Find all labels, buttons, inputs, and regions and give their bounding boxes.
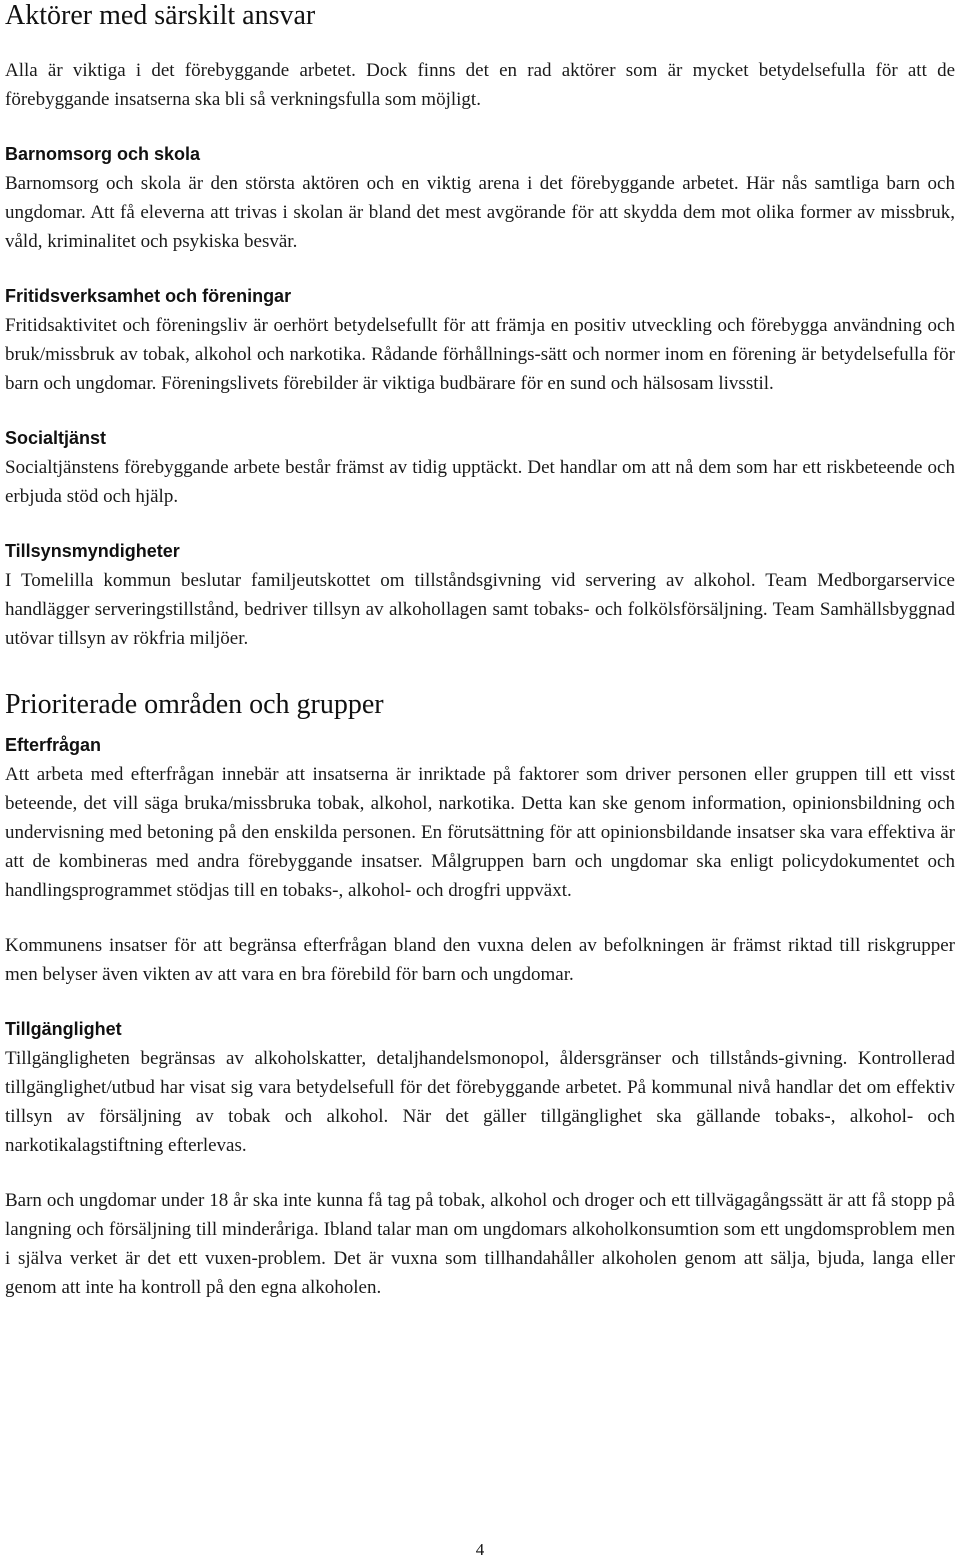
section-title-tillganglighet: Tillgänglighet xyxy=(5,1019,122,1039)
efterfragan-paragraph-2: Kommunens insatser för att begränsa efterfrågan bland den vuxna delen av befolkningen är främst riktad till riskgrupper men belyser även vikten av att vara en bra förebild för barn och ungdomar. xyxy=(5,935,955,985)
tillganglighet-paragraph-1: Tillgängligheten begränsas av alkoholskatter, detaljhandelsmonopol, åldersgränser och tillstånds-givning. Kontrollerad tillgänglighet/utbud har visat sig vara betydelsefull för det förebyggande arbetet. På kommunal nivå handlar det om effektiv tillsyn av försäljning av tobak och alkohol. När det gäller tillgänglighet ska gällande tobaks-, alkohol- och narkotikalagstiftning efterlevas. xyxy=(5,1048,955,1156)
section-title-barnomsorg: Barnomsorg och skola xyxy=(5,144,201,164)
section-title-fritid: Fritidsverksamhet och föreningar xyxy=(5,286,292,306)
efterfragan-paragraph-1: Att arbeta med efterfrågan innebär att insatserna är inriktade på faktorer som driver personen eller gruppen till ett visst beteende, det vill säga bruka/missbruka tobak, alkohol, narkotika. Detta kan ske genom information, opinionsbildning och undervisning med betoning på den enskilda personen. En förutsättning för att opinionsbildande insatser ska vara effektiva är att de kombineras med andra förebyggande insatser. Målgruppen barn och ungdomar ska enligt policydokumentet och handlingsprogrammet stödjas till en tobaks-, alkohol- och drogfri uppväxt. xyxy=(5,764,955,901)
section-text-fritid: Fritidsaktivitet och föreningsliv är oerhört betydelsefullt för att främja en positiv utveckling och förebygga användning och bruk/missbruk av tobak, alkohol och narkotika. Rådande förhållnings-sätt och normer inom en förening är betydelsefulla för barn och ungdomar. Föreningslivets förebilder är viktiga budbärare för en sund och hälsosam livsstil. xyxy=(5,315,955,394)
heading-prioriterade: Prioriterade områden och grupper xyxy=(5,689,384,720)
section-text-tillsyn: I Tomelilla kommun beslutar familjeutskottet om tillståndsgivning vid servering av alkohol. Team Medborgarservice handlägger serveringstillstånd, bedriver tillsyn av alkohollagen samt tobaks- och folkölsförsäljning. Team Samhällsbyggnad utövar tillsyn av rökfria miljöer. xyxy=(5,570,955,649)
intro-paragraph: Alla är viktiga i det förebyggande arbetet. Dock finns det en rad aktörer som är mycket betydelsefulla för att de förebyggande insatserna ska bli så verkningsfulla som möjligt. xyxy=(5,60,955,110)
section-text-barnomsorg: Barnomsorg och skola är den största aktören och en viktig arena i det förebyggande arbetet. Här nås samtliga barn och ungdomar. Att få eleverna att trivas i skolan är bland det mest avgörande för att skydda dem mot olika former av missbruk, våld, kriminalitet och psykiska besvär. xyxy=(5,173,955,252)
section-title-efterfragan: Efterfrågan xyxy=(5,735,102,755)
page-number: 4 xyxy=(475,1540,485,1559)
section-text-socialtjanst: Socialtjänstens förebyggande arbete består främst av tidig upptäckt. Det handlar om att nå dem som har ett riskbeteende och erbjuda stöd och hjälp. xyxy=(5,457,955,507)
document-page xyxy=(5,0,955,1302)
heading-aktorer: Aktörer med särskilt ansvar xyxy=(5,0,316,31)
section-title-socialtjanst: Socialtjänst xyxy=(5,428,107,448)
tillganglighet-paragraph-2: Barn och ungdomar under 18 år ska inte kunna få tag på tobak, alkohol och droger och ett tillvägagångssätt är att få stopp på langning och försäljning till minderåriga. Ibland talar man om ungdomars alkoholkonsumtion som ett ungdomsproblem men i själva verket är det ett vuxen-problem. Det är vuxna som tillhandahåller alkoholen genom att sälja, bjuda, langa eller genom att inte ha kontroll på den egna alkoholen. xyxy=(5,1190,955,1298)
section-title-tillsyn: Tillsynsmyndigheter xyxy=(5,541,180,561)
